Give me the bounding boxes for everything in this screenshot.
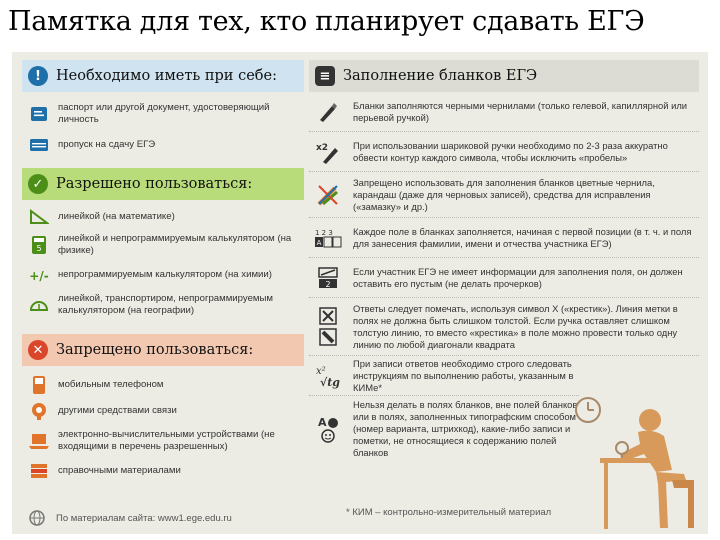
svg-text:1 2 3: 1 2 3 <box>315 228 333 237</box>
forms-header <box>309 60 699 92</box>
item-text: Каждое поле в бланках заполняется, начиная с первой позиции (в т. ч. и поля для занесения фамилии, имени и отчества участника ЕГЭ) <box>353 225 692 249</box>
list-item <box>22 96 304 132</box>
forms-heading: Заполнение бланков ЕГЭ <box>343 68 538 84</box>
list-item <box>309 218 699 258</box>
svg-text:A: A <box>318 416 327 429</box>
svg-text:x²: x² <box>316 365 326 377</box>
item-text: Запрещено использовать для заполнения бланков цветные чернила, карандаш (даже для черновых записей), средства для исправления («замазку» и др.) <box>353 176 655 212</box>
item-text: пропуск на сдачу ЕГЭ <box>58 139 156 150</box>
list-item <box>309 396 579 462</box>
must-have-heading: Необходимо иметь при себе: <box>56 68 277 84</box>
laptop-icon <box>28 430 50 452</box>
source-footer <box>26 507 232 529</box>
item-text: непрограммируемым калькулятором (на химии) <box>58 269 272 280</box>
svg-text:5: 5 <box>36 244 42 253</box>
list-item <box>22 458 304 484</box>
svg-text:A: A <box>316 238 322 247</box>
list-item <box>22 398 304 424</box>
svg-text:√tg: √tg <box>320 375 341 389</box>
list-item <box>309 258 699 298</box>
item-text: При использовании шариковой ручки необходимо по 2-3 раза аккуратно обвести контур каждого символа, чтобы исключить «пробелы» <box>353 139 668 163</box>
svg-text:+/-: +/- <box>29 269 49 283</box>
footnote: * КИМ – контрольно-измерительный материал <box>346 507 552 518</box>
letter-cells-icon <box>313 225 343 251</box>
ballpoint-pen-icon <box>313 139 343 165</box>
form-icon: ≡ <box>315 66 335 86</box>
list-item <box>22 290 304 320</box>
item-text: электронно-вычислительными устройствами (не входящими в перечень разрешенных) <box>58 429 275 452</box>
books-icon <box>28 460 50 482</box>
list-item <box>309 356 579 396</box>
item-text: мобильным телефоном <box>58 379 164 390</box>
list-item <box>22 230 304 260</box>
svg-text:x2: x2 <box>316 142 329 153</box>
empty-field-icon <box>313 265 343 291</box>
item-text: Бланки заполняются черными чернилами (только гелевой, капиллярной или перьевой ручкой) <box>353 99 688 123</box>
item-text: другими средствами связи <box>58 405 177 416</box>
list-item <box>22 204 304 230</box>
list-item <box>309 172 699 218</box>
list-item <box>309 92 699 132</box>
left-column <box>22 60 304 484</box>
item-text: Если участник ЕГЭ не имеет информации для заполнения поля, он должен оставить его пустым (не делать прочерков) <box>353 265 683 289</box>
calculator-icon <box>28 234 50 256</box>
checkmark-icon: ✓ <box>28 174 48 194</box>
list-item <box>22 132 304 158</box>
mobile-phone-icon <box>28 374 50 396</box>
must-have-header <box>22 60 304 92</box>
passport-icon <box>28 103 50 125</box>
list-item <box>309 132 699 172</box>
student-silhouette-icon <box>572 392 702 534</box>
ruler-icon <box>28 206 50 228</box>
colored-pencils-icon <box>313 182 343 208</box>
list-item <box>22 424 304 458</box>
pen-icon <box>313 99 343 125</box>
list-item <box>309 298 699 356</box>
globe-icon <box>26 507 48 529</box>
item-text: паспорт или другой документ, удостоверяющий личность <box>58 102 270 125</box>
communication-icon <box>28 400 50 422</box>
item-text: линейкой (на математике) <box>58 211 175 222</box>
forbidden-header <box>22 334 304 366</box>
item-text: Ответы следует помечать, используя символ X («крестик»). Линия метки в полях не должна быть слишком толстой. Если ручка оставляет слишком толстую линию, то вместо «крестика» в поле можно провести только одну линию по любой диагонали квадрата <box>353 302 678 350</box>
svg-text:2: 2 <box>325 279 331 289</box>
list-item <box>22 372 304 398</box>
calculator-icon <box>28 264 50 286</box>
allowed-heading: Разрешено пользоваться: <box>56 176 253 192</box>
page-title: Памятка для тех, кто планирует сдавать ЕГЭ <box>8 6 645 37</box>
item-text: линейкой, транспортиром, непрограммируемым калькулятором (на географии) <box>58 293 274 316</box>
item-text: Нельзя делать в полях бланков, вне полей бланков или в полях, заполненных типографским способом (номер варианта, штрихкод), какие-либо записи и пометки, не относящиеся к содержанию полей бланков <box>353 399 578 458</box>
admission-pass-icon <box>28 134 50 156</box>
source-text: По материалам сайта: www1.ege.edu.ru <box>56 512 232 524</box>
protractor-icon <box>28 294 50 316</box>
item-text: справочными материалами <box>58 465 181 476</box>
x-mark-icon <box>313 314 343 340</box>
exclamation-icon: ! <box>28 66 48 86</box>
item-text: При записи ответов необходимо строго следовать инструкциям по выполнению работы, указанным в КИМе* <box>353 357 574 393</box>
no-marks-icon <box>313 416 343 442</box>
infographic-panel <box>12 52 708 534</box>
forbidden-heading: Запрещено пользоваться: <box>56 342 254 358</box>
item-text: линейкой и непрограммируемым калькулятором (на физике) <box>58 233 292 256</box>
cross-icon: ✕ <box>28 340 48 360</box>
list-item <box>22 260 304 290</box>
instructions-icon <box>313 363 343 389</box>
allowed-header <box>22 168 304 200</box>
